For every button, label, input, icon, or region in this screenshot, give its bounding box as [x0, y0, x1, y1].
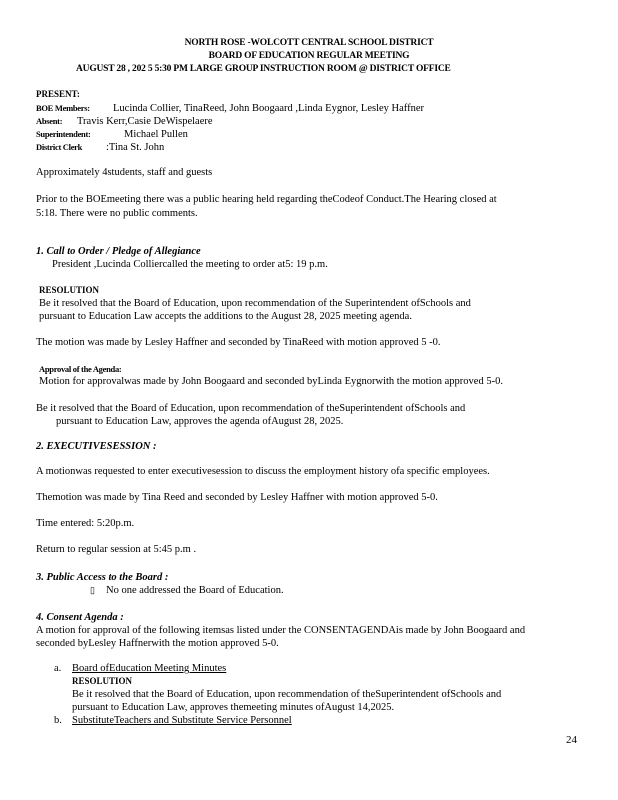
resolution-line-2: pursuant to Education Law accepts the additions to the August 28, 2025 meeting agenda. — [39, 311, 412, 322]
guests-text: Approximately 4students, staff and guests — [36, 167, 213, 178]
hearing-line-2: 5:18. There were no public comments. — [36, 208, 198, 219]
header-date-location: AUGUST 28 , 202 5 5:30 PM LARGE GROUP INSTRUCTION ROOM @ DISTRICT OFFICE — [76, 64, 451, 74]
consent-line-2: seconded byLesley Haffnerwith the motion approved 5-0. — [36, 638, 279, 649]
item-b-title: SubstituteTeachers and Substitute Service Personnel — [72, 715, 292, 726]
call-to-order-text: President ,Lucinda Colliercalled the meeting to order at5: 19 p.m. — [52, 259, 328, 270]
additions-motion: The motion was made by Lesley Haffner and seconded by TinaReed with motion approved 5 -0. — [36, 337, 441, 348]
agenda-resolution-line-2: pursuant to Education Law, approves the agenda ofAugust 28, 2025. — [56, 416, 344, 427]
approval-agenda-label: Approval of the Agenda: — [39, 364, 122, 374]
clerk-value: :Tina St. John — [106, 142, 165, 153]
absent-label: Absent: — [36, 116, 63, 126]
superintendent-row — [36, 128, 188, 141]
clerk-row — [36, 141, 164, 154]
resolution-label: RESOLUTION — [39, 285, 100, 295]
consent-line-1: A motion for approval of the following itemsas listed under the CONSENTAGENDAis made by John Boogaard and — [36, 625, 526, 636]
section-3-title: 3. Public Access to the Board : — [36, 572, 169, 583]
hearing-line-1: Prior to the BOEmeeting there was a public hearing held regarding theCodeof Conduct.The Hearing closed at — [36, 194, 497, 205]
time-entered: Time entered: 5:20p.m. — [36, 518, 135, 529]
header-meeting: BOARD OF EDUCATION REGULAR MEETING — [208, 51, 410, 61]
public-access-bullet — [90, 584, 284, 597]
boe-members-row — [36, 102, 424, 115]
approval-agenda-text: Motion for approvalwas made by John Boogaard and seconded byLinda Eygnorwith the motion approved 5-0. — [39, 376, 503, 387]
section-1-title: 1. Call to Order / Pledge of Allegiance — [36, 246, 201, 257]
page-number: 24 — [566, 734, 577, 746]
bullet-icon: ▯ — [90, 585, 95, 595]
present-label: PRESENT: — [36, 89, 80, 99]
superintendent-value: Michael Pullen — [124, 129, 188, 140]
item-a-marker: a. — [54, 663, 62, 674]
public-access-text: No one addressed the Board of Education. — [106, 585, 284, 596]
header-district: NORTH ROSE -WOLCOTT CENTRAL SCHOOL DISTRICT — [184, 38, 434, 48]
absent-value: Travis Kerr,Casie DeWispelaere — [77, 116, 213, 127]
executive-session-motion: Themotion was made by Tina Reed and seconded by Lesley Haffner with motion approved 5-0. — [36, 492, 438, 503]
resolution-line-1: Be it resolved that the Board of Education, upon recommendation of the Superintendent ofSchools and — [39, 298, 471, 309]
agenda-resolution-line-1: Be it resolved that the Board of Education, upon recommendation of theSuperintendent ofSchools and — [36, 403, 466, 414]
absent-row — [36, 115, 213, 128]
return-to-session: Return to regular session at 5:45 p.m . — [36, 544, 197, 555]
boe-members-label: BOE Members: — [36, 103, 90, 113]
executive-session-request: A motionwas requested to enter executivesession to discuss the employment history ofa specific employees. — [36, 466, 490, 477]
item-a-line-1: Be it resolved that the Board of Education, upon recommendation of theSuperintendent ofSchools and — [72, 689, 502, 700]
item-a-title: Board ofEducation Meeting Minutes — [72, 663, 227, 674]
section-2-title: 2. EXECUTIVESESSION : — [36, 441, 157, 452]
boe-members-value: Lucinda Collier, TinaReed, John Boogaard ,Linda Eygnor, Lesley Haffner — [113, 103, 424, 114]
item-a-resolution-label: RESOLUTION — [72, 676, 133, 686]
clerk-label: District Clerk — [36, 142, 83, 152]
section-4-title: 4. Consent Agenda : — [36, 612, 124, 623]
item-a-line-2: pursuant to Education Law, approves themeeting minutes ofAugust 14,2025. — [72, 702, 395, 713]
superintendent-label: Superintendent: — [36, 129, 91, 139]
item-b-marker: b. — [54, 715, 62, 726]
